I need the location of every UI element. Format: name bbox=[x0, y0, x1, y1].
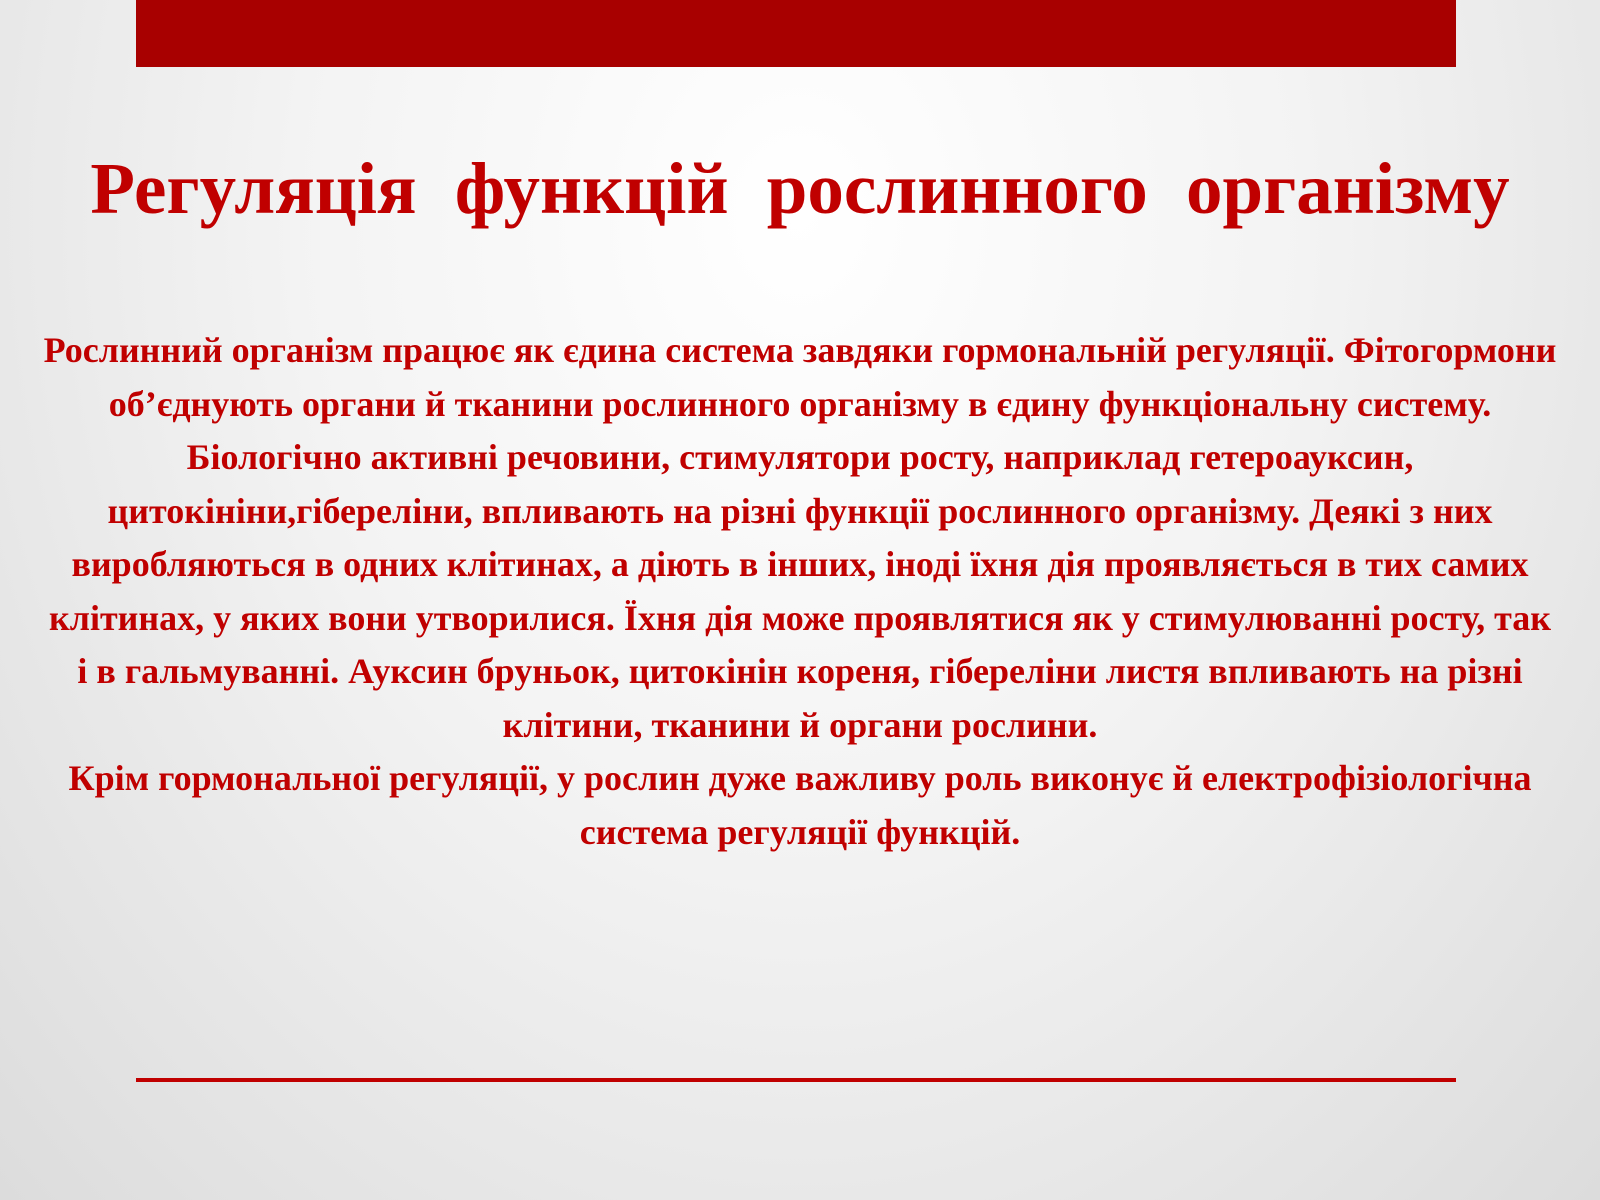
bottom-divider-line bbox=[136, 1078, 1456, 1082]
slide-title: Регуляція функцій рослинного організму bbox=[90, 148, 1510, 229]
body-paragraph-2: Крім гормональної регуляції, у рослин дуже важливу роль виконує й електрофізіологічна система регуляції функцій. bbox=[68, 758, 1532, 852]
body-paragraph-1: Рослинний організм працює як єдина система завдяки гормональній регуляції. Фітогормони об’єднують органи й тканини рослинного організму в єдину функціональну систему. Біологічно активні речовини, стимулятори росту, наприклад гетероауксин, цитокініни,гібереліни, впливають на різні функції рослинного організму. Деякі з них виробляються в одних клітинах, а діють в інших, іноді їхня дія проявляється в тих самих клітинах, у яких вони утворилися. Їхня дія може проявлятися як у стимулюванні росту, так і в гальмуванні. Ауксин бруньок, цитокінін кореня, гібереліни листя впливають на різні клітини, тканини й органи рослини. bbox=[43, 330, 1557, 745]
slide-body bbox=[40, 324, 1560, 859]
top-decorative-bar bbox=[136, 0, 1456, 67]
